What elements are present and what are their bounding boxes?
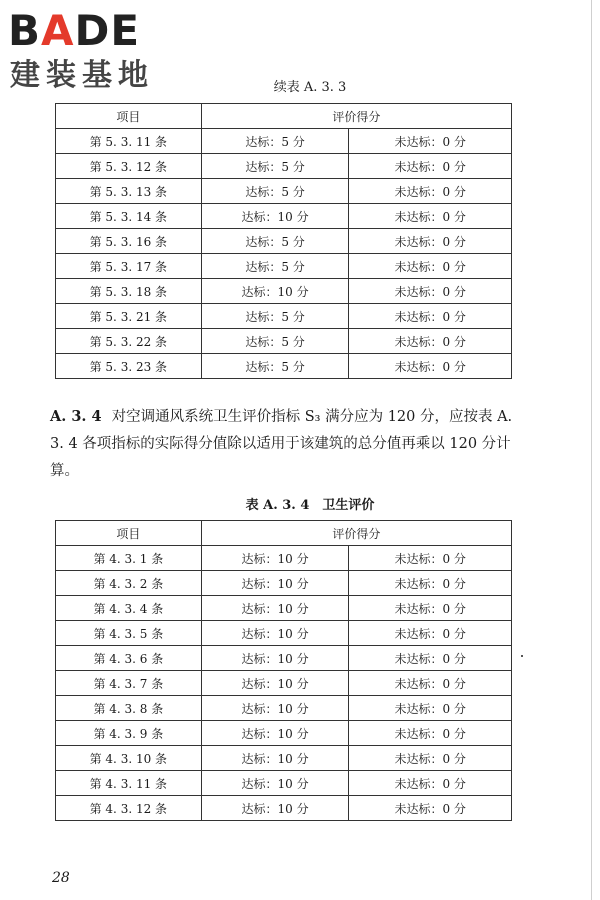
row-pass-score: 达标：10 分 <box>201 596 349 621</box>
row-fail-score: 未达标：0 分 <box>349 304 512 329</box>
row-pass-score: 达标：10 分 <box>201 796 349 821</box>
logo-wordmark: BADE <box>8 6 141 55</box>
clause-text: 对空调通风系统卫生评价指标 S₃ 满分应为 120 分，应按表 A. 3. 4 各项指标的实际得分值除以适用于该建筑的总分值再乘以 120 分计算。 <box>50 409 513 479</box>
row-fail-score: 未达标：0 分 <box>349 254 512 279</box>
table-row <box>56 279 512 304</box>
header-score: 评价得分 <box>201 521 511 546</box>
row-item: 第 4. 3. 6 条 <box>56 646 202 671</box>
row-pass-score: 达标：10 分 <box>201 204 349 229</box>
header-score: 评价得分 <box>201 104 511 129</box>
row-item: 第 4. 3. 10 条 <box>56 746 202 771</box>
table-row <box>56 671 512 696</box>
row-fail-score: 未达标：0 分 <box>349 671 512 696</box>
row-pass-score: 达标：5 分 <box>201 129 349 154</box>
row-fail-score: 未达标：0 分 <box>349 354 512 379</box>
row-fail-score: 未达标：0 分 <box>349 596 512 621</box>
table-row <box>56 329 512 354</box>
row-pass-score: 达标：10 分 <box>201 746 349 771</box>
row-pass-score: 达标：5 分 <box>201 229 349 254</box>
row-fail-score: 未达标：0 分 <box>349 229 512 254</box>
row-fail-score: 未达标：0 分 <box>349 154 512 179</box>
row-fail-score: 未达标：0 分 <box>349 279 512 304</box>
table-a33-continued <box>55 103 512 379</box>
row-item: 第 5. 3. 22 条 <box>56 329 202 354</box>
row-item: 第 4. 3. 5 条 <box>56 621 202 646</box>
table-row <box>56 571 512 596</box>
row-pass-score: 达标：5 分 <box>201 329 349 354</box>
header-item: 项目 <box>56 521 202 546</box>
row-fail-score: 未达标：0 分 <box>349 129 512 154</box>
row-item: 第 4. 3. 2 条 <box>56 571 202 596</box>
row-pass-score: 达标：10 分 <box>201 571 349 596</box>
row-fail-score: 未达标：0 分 <box>349 204 512 229</box>
speck-mark <box>521 655 523 657</box>
table2-body <box>56 546 512 821</box>
row-fail-score: 未达标：0 分 <box>349 746 512 771</box>
table-a34-hygiene <box>55 520 512 821</box>
row-pass-score: 达标：10 分 <box>201 646 349 671</box>
row-item: 第 5. 3. 17 条 <box>56 254 202 279</box>
row-pass-score: 达标：5 分 <box>201 304 349 329</box>
table-row <box>56 129 512 154</box>
table-header-row <box>56 104 512 129</box>
table-row <box>56 204 512 229</box>
row-fail-score: 未达标：0 分 <box>349 329 512 354</box>
clause-number: A. 3. 4 <box>50 408 102 425</box>
table-row <box>56 354 512 379</box>
row-pass-score: 达标：10 分 <box>201 621 349 646</box>
row-item: 第 4. 3. 7 条 <box>56 671 202 696</box>
table2-caption: 表 A. 3. 4 卫生评价 <box>245 498 375 513</box>
row-pass-score: 达标：10 分 <box>201 771 349 796</box>
row-fail-score: 未达标：0 分 <box>349 796 512 821</box>
table-row <box>56 304 512 329</box>
row-pass-score: 达标：5 分 <box>201 354 349 379</box>
table-row <box>56 721 512 746</box>
clause-a34-paragraph <box>50 403 520 485</box>
row-item: 第 5. 3. 13 条 <box>56 179 202 204</box>
row-item: 第 5. 3. 23 条 <box>56 354 202 379</box>
page-edge-line <box>591 0 592 900</box>
table-row <box>56 154 512 179</box>
row-item: 第 5. 3. 14 条 <box>56 204 202 229</box>
table-row <box>56 696 512 721</box>
row-item: 第 4. 3. 11 条 <box>56 771 202 796</box>
row-item: 第 5. 3. 11 条 <box>56 129 202 154</box>
row-pass-score: 达标：5 分 <box>201 254 349 279</box>
table-row <box>56 254 512 279</box>
row-pass-score: 达标：10 分 <box>201 546 349 571</box>
row-item: 第 4. 3. 9 条 <box>56 721 202 746</box>
page-number: 28 <box>52 870 70 886</box>
table1-caption: 续表 A. 3. 3 <box>273 80 347 95</box>
row-item: 第 5. 3. 21 条 <box>56 304 202 329</box>
table-row <box>56 621 512 646</box>
table-row <box>56 596 512 621</box>
row-pass-score: 达标：5 分 <box>201 179 349 204</box>
table-row <box>56 179 512 204</box>
table-row <box>56 646 512 671</box>
row-fail-score: 未达标：0 分 <box>349 546 512 571</box>
logo-chinese-text: 建装基地 <box>10 58 154 93</box>
header-item: 项目 <box>56 104 202 129</box>
row-pass-score: 达标：10 分 <box>201 721 349 746</box>
table-row <box>56 546 512 571</box>
row-item: 第 4. 3. 12 条 <box>56 796 202 821</box>
row-fail-score: 未达标：0 分 <box>349 179 512 204</box>
table-row <box>56 746 512 771</box>
row-pass-score: 达标：5 分 <box>201 154 349 179</box>
row-item: 第 5. 3. 12 条 <box>56 154 202 179</box>
row-item: 第 4. 3. 4 条 <box>56 596 202 621</box>
row-fail-score: 未达标：0 分 <box>349 771 512 796</box>
row-item: 第 5. 3. 18 条 <box>56 279 202 304</box>
table-row <box>56 796 512 821</box>
row-pass-score: 达标：10 分 <box>201 671 349 696</box>
table-row <box>56 229 512 254</box>
table-row <box>56 771 512 796</box>
table1-body <box>56 129 512 379</box>
row-fail-score: 未达标：0 分 <box>349 646 512 671</box>
row-fail-score: 未达标：0 分 <box>349 696 512 721</box>
row-item: 第 4. 3. 1 条 <box>56 546 202 571</box>
row-item: 第 5. 3. 16 条 <box>56 229 202 254</box>
row-fail-score: 未达标：0 分 <box>349 721 512 746</box>
row-pass-score: 达标：10 分 <box>201 279 349 304</box>
row-pass-score: 达标：10 分 <box>201 696 349 721</box>
row-fail-score: 未达标：0 分 <box>349 621 512 646</box>
table-header-row <box>56 521 512 546</box>
row-item: 第 4. 3. 8 条 <box>56 696 202 721</box>
row-fail-score: 未达标：0 分 <box>349 571 512 596</box>
